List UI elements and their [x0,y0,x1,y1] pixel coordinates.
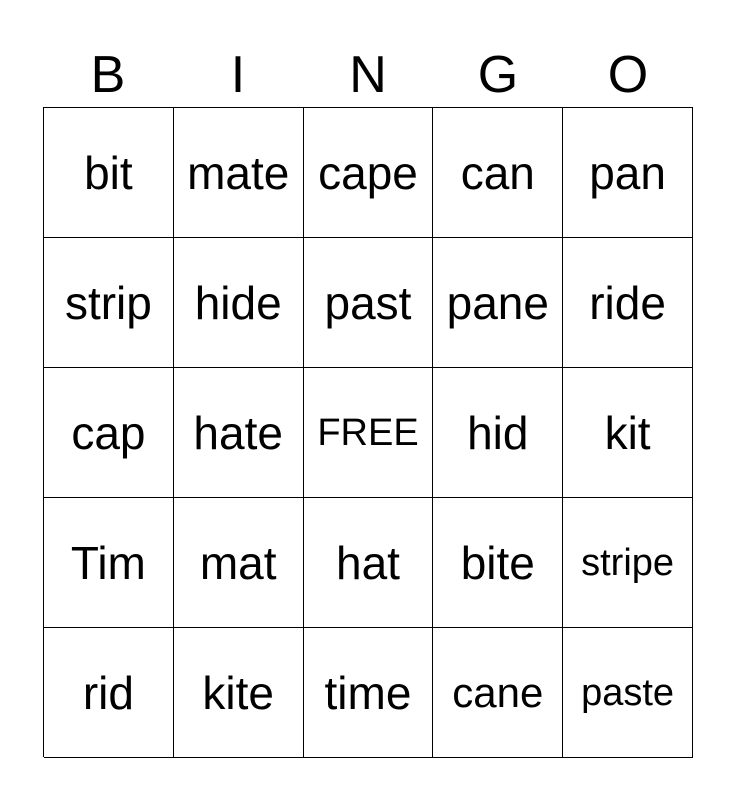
bingo-cell[interactable]: kit [563,368,693,498]
bingo-cell[interactable]: stripe [563,498,693,628]
board-row [44,368,693,498]
bingo-cell[interactable]: hide [174,238,304,368]
free-space-cell[interactable]: FREE [304,368,434,498]
bingo-cell[interactable]: cane [433,628,563,758]
header-letter-g: G [477,46,519,104]
bingo-header [43,44,693,106]
bingo-cell[interactable]: mate [174,108,304,238]
board-row [44,498,693,628]
board-row [44,628,693,758]
header-letter-i: I [230,46,246,104]
bingo-cell[interactable]: rid [44,628,174,758]
bingo-cell[interactable]: can [433,108,563,238]
bingo-cell[interactable]: time [304,628,434,758]
bingo-cell[interactable]: pan [563,108,693,238]
bingo-cell[interactable]: paste [563,628,693,758]
bingo-cell[interactable]: hat [304,498,434,628]
header-letter-o: O [607,46,649,104]
bingo-cell[interactable]: cap [44,368,174,498]
bingo-cell[interactable]: pane [433,238,563,368]
bingo-cell[interactable]: past [304,238,434,368]
bingo-cell[interactable]: Tim [44,498,174,628]
bingo-cell[interactable]: bite [433,498,563,628]
header-letter-b: B [90,46,126,104]
board-row [44,108,693,238]
bingo-cell[interactable]: kite [174,628,304,758]
bingo-cell[interactable]: hid [433,368,563,498]
bingo-cell[interactable]: strip [44,238,174,368]
board-row [44,238,693,368]
bingo-cell[interactable]: hate [174,368,304,498]
bingo-cell[interactable]: mat [174,498,304,628]
bingo-board [43,107,693,757]
bingo-cell[interactable]: cape [304,108,434,238]
bingo-cell[interactable]: bit [44,108,174,238]
bingo-cell[interactable]: ride [563,238,693,368]
header-letter-n: N [349,46,387,104]
